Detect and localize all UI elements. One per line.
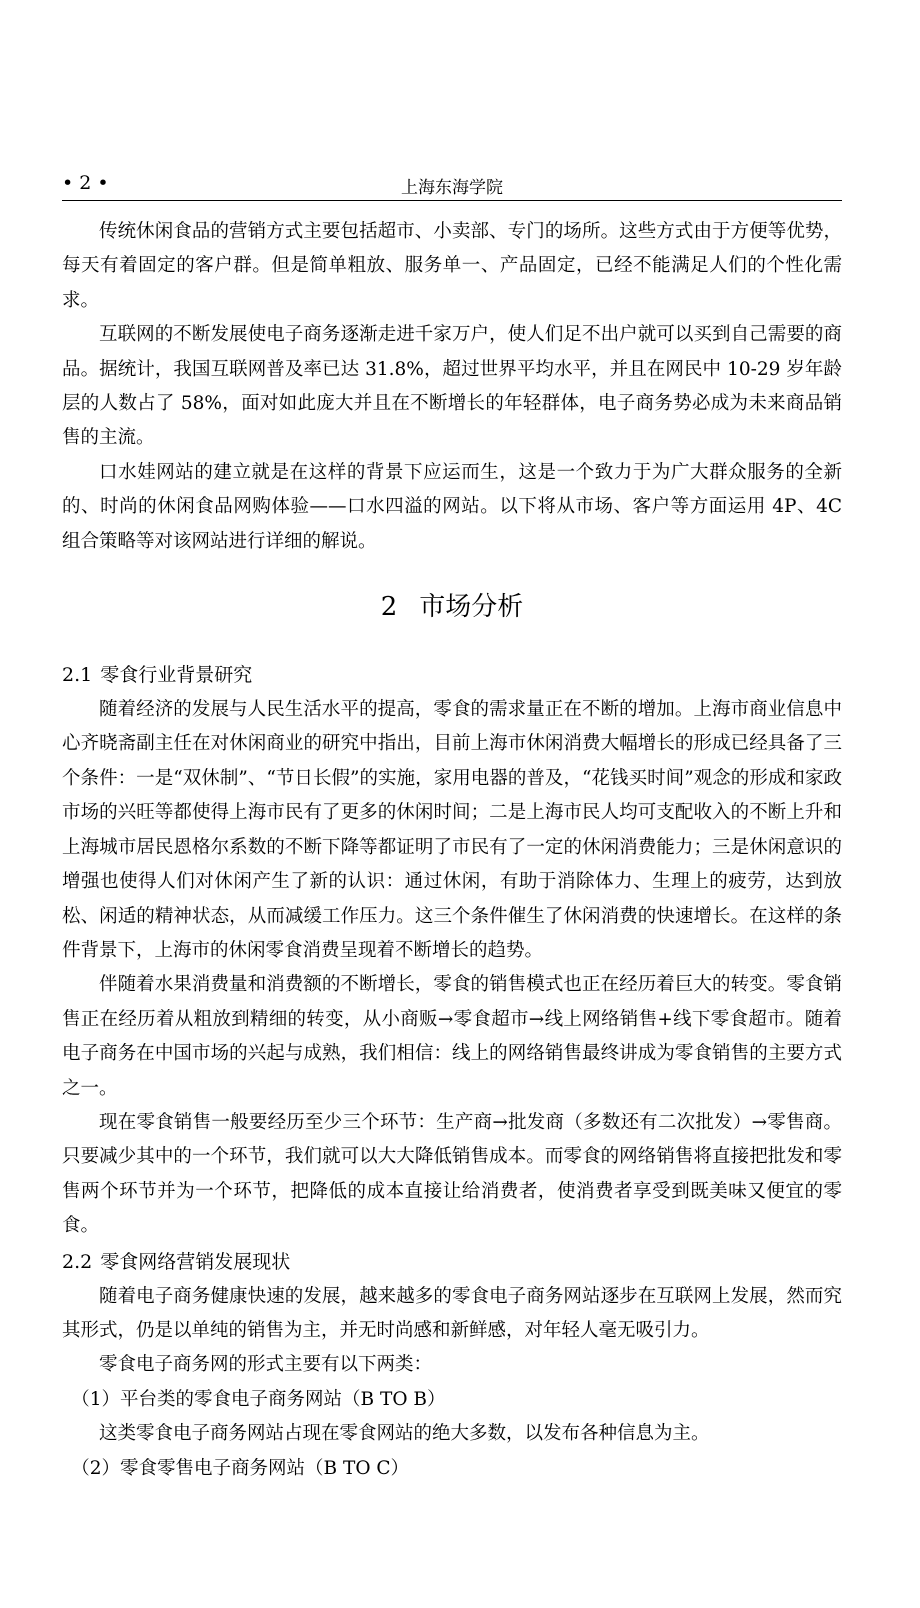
section-1-paragraph-2: 伴随着水果消费量和消费额的不断增长，零食的销售模式也正在经历着巨大的转变。零食销售正在经历着从粗放到精细的转变，从小商贩→零食超市→线上网络销售+线下零食超市。随着电子商务在中国市场的兴起与成熟，我们相信：线上的网络销售最终讲成为零食销售的主要方式之一。 — [62, 974, 842, 1099]
section-heading-2-1 — [62, 657, 842, 693]
list-item-1: （1）平台类的零食电子商务网站（B TO B） — [71, 1388, 446, 1410]
section-2-paragraph-2: 零食电子商务网的形式主要有以下两类： — [99, 1354, 433, 1376]
chapter-number: 2 — [380, 592, 398, 623]
section-1-paragraph-3: 现在零食销售一般要经历至少三个环节：生产商→批发商（多数还有二次批发）→零售商。只要减少其中的一个环节，我们就可以大大降低销售成本。而零食的网络销售将直接把批发和零售两个环节并为一个环节，把降低的成本直接让给消费者，使消费者享受到既美味又便宜的零食。 — [62, 1111, 842, 1237]
page-content — [62, 201, 842, 1486]
intro-paragraph-1: 传统休闲食品的营销方式主要包括超市、小卖部、专门的场所。这些方式由于方便等优势，每天有着固定的客户群。但是简单粗放、服务单一、产品固定，已经不能满足人们的个性化需求。 — [62, 221, 842, 311]
section-title: 零食网络营销发展现状 — [100, 1250, 291, 1273]
chapter-heading — [62, 587, 842, 627]
section-number: 2.1 — [62, 664, 93, 687]
document-page — [62, 166, 842, 1486]
section-heading-2-2 — [62, 1244, 842, 1280]
intro-paragraph-3: 口水娃网站的建立就是在这样的背景下应运而生，这是一个致力于为广大群众服务的全新的、时尚的休闲食品网购体验——口水四溢的网站。以下将从市场、客户等方面运用 4P、4C 组合策略等对该网站进行详细的解说。 — [62, 461, 842, 552]
intro-paragraph-2: 互联网的不断发展使电子商务逐渐走进千家万户，使人们足不出户就可以买到自己需要的商品。据统计，我国互联网普及率已达 31.8%，超过世界平均水平，并且在网民中 10-29 岁年龄层的人数占了 58%，面对如此庞大并且在不断增长的年轻群体，电子商务势必成为未来商品销售的主流。 — [62, 324, 842, 449]
page-header — [62, 166, 842, 201]
section-title: 零食行业背景研究 — [100, 664, 253, 687]
page-number: • 2 • — [62, 172, 109, 194]
section-1-paragraph-1: 随着经济的发展与人民生活水平的提高，零食的需求量正在不断的增加。上海市商业信息中心齐晓斋副主任在对休闲商业的研究中指出，目前上海市休闲消费大幅增长的形成已经具备了三个条件：一是“双休制”、“节日长假”的实施，家用电器的普及，“花钱买时间”观念的形成和家政市场的兴旺等都使得上海市民有了更多的休闲时间；二是上海市民人均可支配收入的不断上升和上海城市居民恩格尔系数的不断下降等都证明了市民有了一定的休闲消费能力；三是休闲意识的增强也使得人们对休闲产生了新的认识：通过休闲，有助于消除体力、生理上的疲劳，达到放松、闲适的精神状态，从而减缓工作压力。这三个条件催生了休闲消费的快速增长。在这样的条件背景下，上海市的休闲零食消费呈现着不断增长的趋势。 — [62, 699, 842, 961]
section-number: 2.2 — [62, 1250, 93, 1273]
section-2-paragraph-1: 随着电子商务健康快速的发展，越来越多的零食电子商务网站逐步在互联网上发展，然而究其形式，仍是以单纯的销售为主，并无时尚感和新鲜感，对年轻人毫无吸引力。 — [62, 1285, 842, 1341]
chapter-title: 市场分析 — [419, 592, 524, 623]
list-item-2: （2）零食零售电子商务网站（B TO C） — [71, 1457, 410, 1479]
running-title: 上海东海学院 — [401, 178, 503, 198]
section-2-paragraph-3: 这类零食电子商务网站占现在零食网站的绝大多数，以发布各种信息为主。 — [99, 1423, 710, 1445]
